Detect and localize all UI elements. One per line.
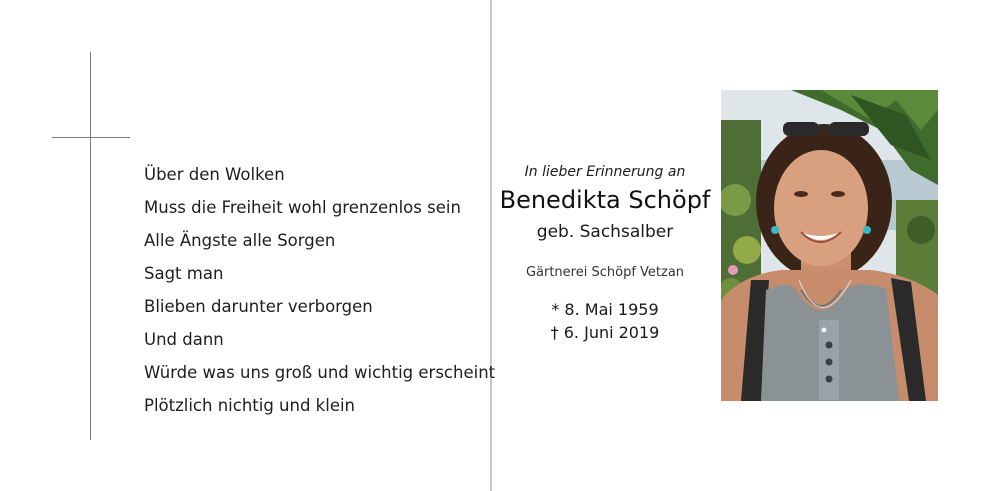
life-dates (496, 298, 714, 344)
poem-line: Plötzlich nichtig und klein (144, 396, 356, 415)
intro-text: In lieber Erinnerung an (524, 164, 686, 180)
death-date: † 6. Juni 2019 (550, 323, 660, 342)
poem-line: Über den Wolken (144, 165, 285, 184)
birth-date: * 8. Mai 1959 (551, 300, 659, 319)
cross-horizontal-bar (52, 137, 130, 138)
poem-line: Muss die Freiheit wohl grenzenlos sein (144, 198, 461, 217)
portrait-photo (721, 90, 938, 401)
cross-vertical-bar (90, 52, 91, 440)
poem-line: Würde was uns groß und wichtig erscheint (144, 363, 496, 382)
deceased-name: Benedikta Schöpf (499, 186, 711, 214)
poem-line: Blieben darunter verborgen (144, 297, 373, 316)
poem-line: Sagt man (144, 264, 224, 283)
poem (144, 158, 495, 422)
poem-line: Alle Ängste alle Sorgen (144, 231, 336, 250)
company-name: Gärtnerei Schöpf Vetzan (525, 265, 685, 280)
poem-line: Und dann (144, 330, 224, 349)
maiden-name: geb. Sachsalber (536, 222, 674, 242)
